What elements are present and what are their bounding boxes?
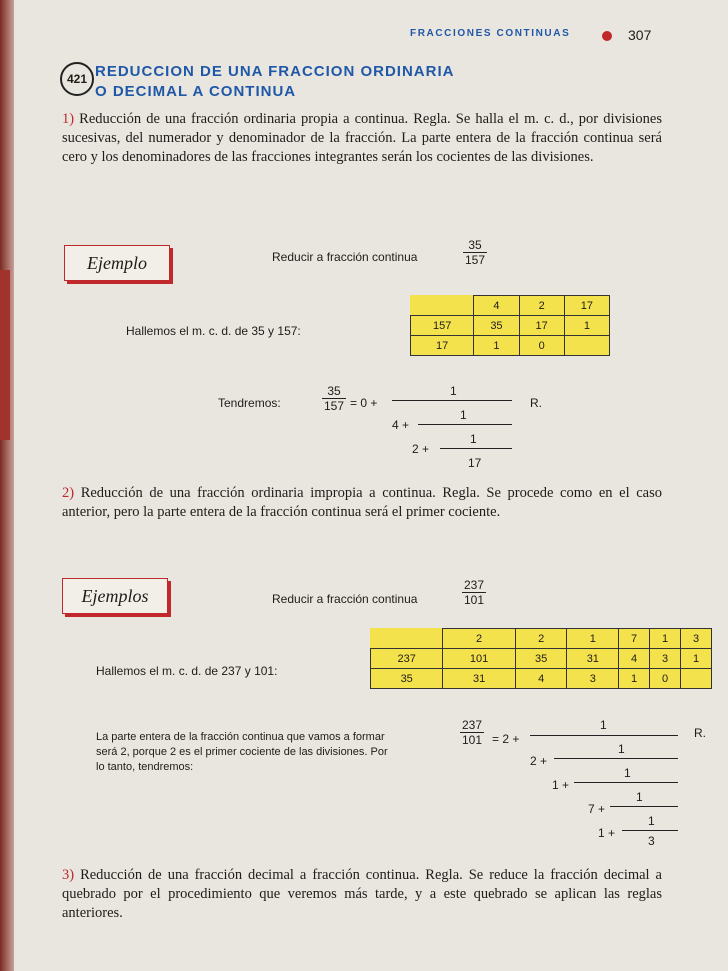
fraction-35-157: $\frac{35}{157}$ — [465, 238, 486, 267]
cf2-term-1a: 1 + — [552, 778, 570, 792]
page-number: 307 — [628, 27, 652, 43]
cf2-r: R. — [694, 726, 706, 740]
tendremos-1: Tendremos: — [218, 396, 281, 410]
part2-text: Reducción de una fracción ordinaria impropia a continua. Regla. Se procede como en el caso anterior, pero la parte entera de la fracción continua será el primer cociente. — [62, 485, 662, 520]
cf2-one-e: 1 — [648, 814, 655, 828]
cf1-bar-b — [418, 424, 512, 425]
fraction-237-101: $\frac{237}{101}$ — [464, 578, 485, 607]
cf1-one-a: 1 — [450, 384, 457, 398]
cf1-lhs: $\frac{35}{157}$ — [324, 384, 345, 413]
cf2-term-7: 7 + — [588, 802, 606, 816]
cf1-term-2: 2 + — [412, 442, 430, 456]
mcd-table-2 — [370, 628, 712, 689]
cf1-bar-a — [392, 400, 512, 401]
cf2-bar-e — [622, 830, 678, 831]
book-edge — [0, 0, 14, 971]
reduce-text-2: Reducir a fracción continua — [272, 592, 418, 606]
mcd-text-2: Hallemos el m. c. d. de 237 y 101: — [96, 664, 278, 678]
cf1-r: R. — [530, 396, 542, 410]
cf1-last: 17 — [468, 456, 482, 470]
part3-text: Reducción de una fracción decimal a fracción continua. Regla. Se reduce la fracción decimal a quebrado por el procedimiento que veremos más tarde, y a este quebrado se aplican las reglas anteriores. — [62, 867, 662, 921]
section-title — [95, 62, 454, 102]
section-number: 421 — [60, 62, 94, 96]
cf2-one-c: 1 — [624, 766, 631, 780]
division-row: 157 35 17 1 — [411, 316, 610, 336]
cf2-one-a: 1 — [600, 718, 607, 732]
mcd-text-1: Hallemos el m. c. d. de 35 y 157: — [126, 324, 301, 338]
cf1-eq: = 0 + — [350, 396, 378, 410]
quotient-row: 4 2 17 — [411, 296, 610, 316]
cf1-bar-c — [440, 448, 512, 449]
running-title: FRACCIONES CONTINUAS — [410, 28, 571, 39]
cf2-eq: = 2 + — [492, 732, 520, 746]
cf2-lhs: $\frac{237}{101}$ — [462, 718, 483, 747]
cf2-term-1b: 1 + — [598, 826, 616, 840]
section-title-line1: REDUCCION DE UNA FRACCION ORDINARIA — [95, 63, 455, 80]
remainder-row: 35 31 4 3 1 0 — [371, 669, 712, 689]
part2-paragraph — [62, 484, 662, 522]
section-title-line2: O DECIMAL A CONTINUA — [95, 83, 297, 100]
cf2-bar-a — [530, 735, 678, 736]
example-box-2: Ejemplos — [62, 578, 168, 614]
cf2-term-2: 2 + — [530, 754, 548, 768]
cf1-one-b: 1 — [460, 408, 467, 422]
header-dot — [602, 31, 612, 41]
mcd-table-1 — [410, 295, 610, 356]
cf2-one-b: 1 — [618, 742, 625, 756]
cf1-one-c: 1 — [470, 432, 477, 446]
cf2-bar-c — [574, 782, 678, 783]
part3-paragraph — [62, 866, 662, 923]
cf2-bar-d — [610, 806, 678, 807]
explain-text: La parte entera de la fracción continua que vamos a formar será 2, porque 2 es el primer cociente de las divisiones. Por lo tanto, tendremos: — [96, 731, 388, 773]
example-box-1: Ejemplo — [64, 245, 170, 281]
part1-paragraph — [62, 110, 662, 167]
part3-number: 3) — [62, 867, 75, 883]
cf2-one-d: 1 — [636, 790, 643, 804]
remainder-row: 17 1 0 — [411, 336, 610, 356]
cf2-bar-b — [554, 758, 678, 759]
cf2-last: 3 — [648, 834, 655, 848]
book-edge-mark — [0, 270, 10, 440]
quotient-row: 2 2 1 7 1 3 — [371, 629, 712, 649]
reduce-text-1: Reducir a fracción continua — [272, 250, 418, 264]
division-row: 237 101 35 31 4 3 1 — [371, 649, 712, 669]
part1-number: 1) — [62, 111, 75, 127]
part1-text: Reducción de una fracción ordinaria propia a continua. Regla. Se halla el m. c. d., por divisiones sucesivas, del numerador y denominador de la fracción. La parte entera de la fracción continua será cero y los denominadores de las fracciones integrantes serán los cocientes de las divisiones. — [62, 111, 662, 165]
cf1-term-4: 4 + — [392, 418, 410, 432]
part2-number: 2) — [62, 485, 75, 501]
